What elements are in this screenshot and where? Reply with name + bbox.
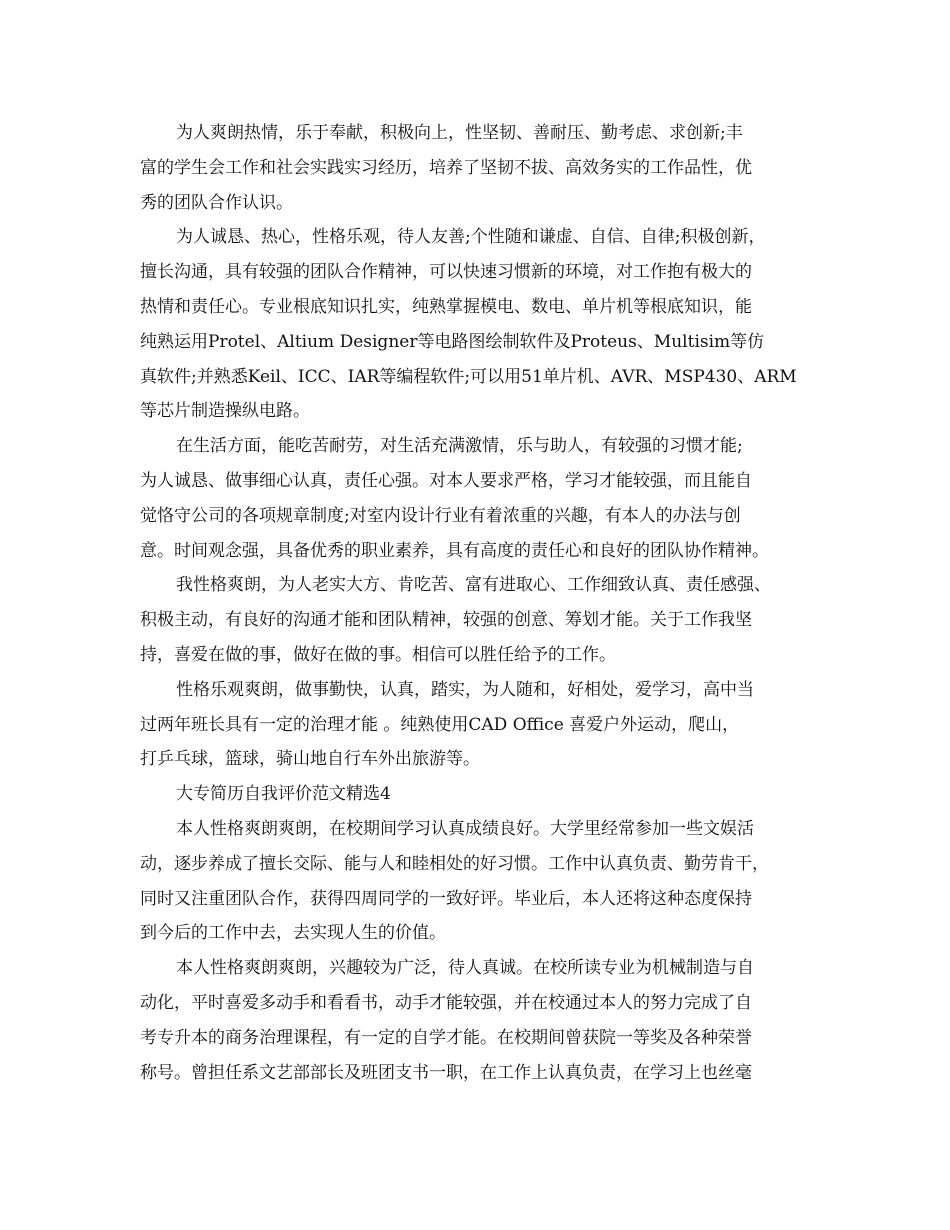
text-line: 本人性格爽朗爽朗，兴趣较为广泛，待人真诚。在校所读专业为机械制造与自 <box>176 958 754 979</box>
paragraph <box>140 673 840 777</box>
text-line: 性格乐观爽朗，做事勤快，认真，踏实，为人随和，好相处，爱学习，高中当 <box>176 679 754 700</box>
text-line: 持，喜爱在做的事，做好在做的事。相信可以胜任给予的工作。 <box>140 644 616 665</box>
text-line: 意。时间观念强，具备优秀的职业素养，具有高度的责任心和良好的团队协作精神。 <box>140 540 769 561</box>
text-line: 积极主动，有良好的沟通才能和团队精神，较强的创意、筹划才能。关于工作我坚 <box>140 610 752 631</box>
text-line: 打乒乓球，篮球，骑山地自行车外出旅游等。 <box>140 749 480 770</box>
text-line: 动化，平时喜爱多动手和看看书，动手才能较强，并在校通过本人的努力完成了自 <box>140 992 752 1013</box>
paragraph <box>140 429 840 568</box>
text-line: 觉恪守公司的各项规章制度;对室内设计行业有着浓重的兴趣，有本人的办法与创 <box>140 505 741 526</box>
text-line: 为人诚恳、热心，性格乐观，待人友善;个性随和谦虚、自信、自律;积极创新， <box>176 227 766 248</box>
text-line: 为人诚恳、做事细心认真，责任心强。对本人要求严格，学习才能较强，而且能自 <box>140 470 752 491</box>
paragraph <box>140 812 840 951</box>
text-line: 热情和责任心。专业根底知识扎实，纯熟掌握模电、数电、单片机等根底知识，能 <box>140 296 752 317</box>
document-body <box>140 116 840 1090</box>
paragraph <box>140 568 840 672</box>
text-line: 考专升本的商务治理课程，有一定的自学才能。在校期间曾获院一等奖及各种荣誉 <box>140 1027 752 1048</box>
text-line: 我性格爽朗，为人老实大方、肯吃苦、富有进取心、工作细致认真、责任感强、 <box>176 575 771 596</box>
text-line: 纯熟运用Protel、Altium Designer等电路图绘制软件及Proteus、Multisim等仿 <box>140 331 765 352</box>
text-line: 为人爽朗热情，乐于奉献，积极向上，性坚韧、善耐压、勤考虑、求创新;丰 <box>176 123 743 143</box>
text-line: 本人性格爽朗爽朗，在校期间学习认真成绩良好。大学里经常参加一些文娱活 <box>176 818 754 839</box>
text-line: 等芯片制造操纵电路。 <box>140 401 310 422</box>
paragraph <box>140 220 840 429</box>
paragraph <box>140 116 840 220</box>
text-line: 同时又注重团队合作，获得四周同学的一致好评。毕业后，本人还将这种态度保持 <box>140 888 752 909</box>
text-line: 擅长沟通，具有较强的团队合作精神，可以快速习惯新的环境，对工作抱有极大的 <box>140 262 752 283</box>
text-line: 富的学生会工作和社会实践实习经历，培养了坚韧不拔、高效务实的工作品性，优 <box>140 157 752 178</box>
text-line: 真软件;并熟悉Keil、ICC、IAR等编程软件;可以用51单片机、AVR、MSP430、ARM <box>140 366 797 387</box>
text-line: 称号。曾担任系文艺部部长及班团支书一职，在工作上认真负责，在学习上也丝毫 <box>140 1062 752 1083</box>
text-line: 过两年班长具有一定的治理才能 。纯熟使用CAD Office 喜爱户外运动，爬山， <box>140 714 740 735</box>
text-line: 秀的团队合作认识。 <box>140 192 293 213</box>
text-line: 动，逐步养成了擅长交际、能与人和睦相处的好习惯。工作中认真负责、勤劳肯干， <box>140 853 769 874</box>
text-line: 在生活方面，能吃苦耐劳，对生活充满激情，乐与助人，有较强的习惯才能; <box>176 436 743 457</box>
text-line: 到今后的工作中去，去实现人生的价值。 <box>140 923 446 944</box>
paragraph <box>140 951 840 1090</box>
section-heading <box>140 777 840 812</box>
section-heading-text: 大专简历自我评价范文精选4 <box>176 784 391 805</box>
